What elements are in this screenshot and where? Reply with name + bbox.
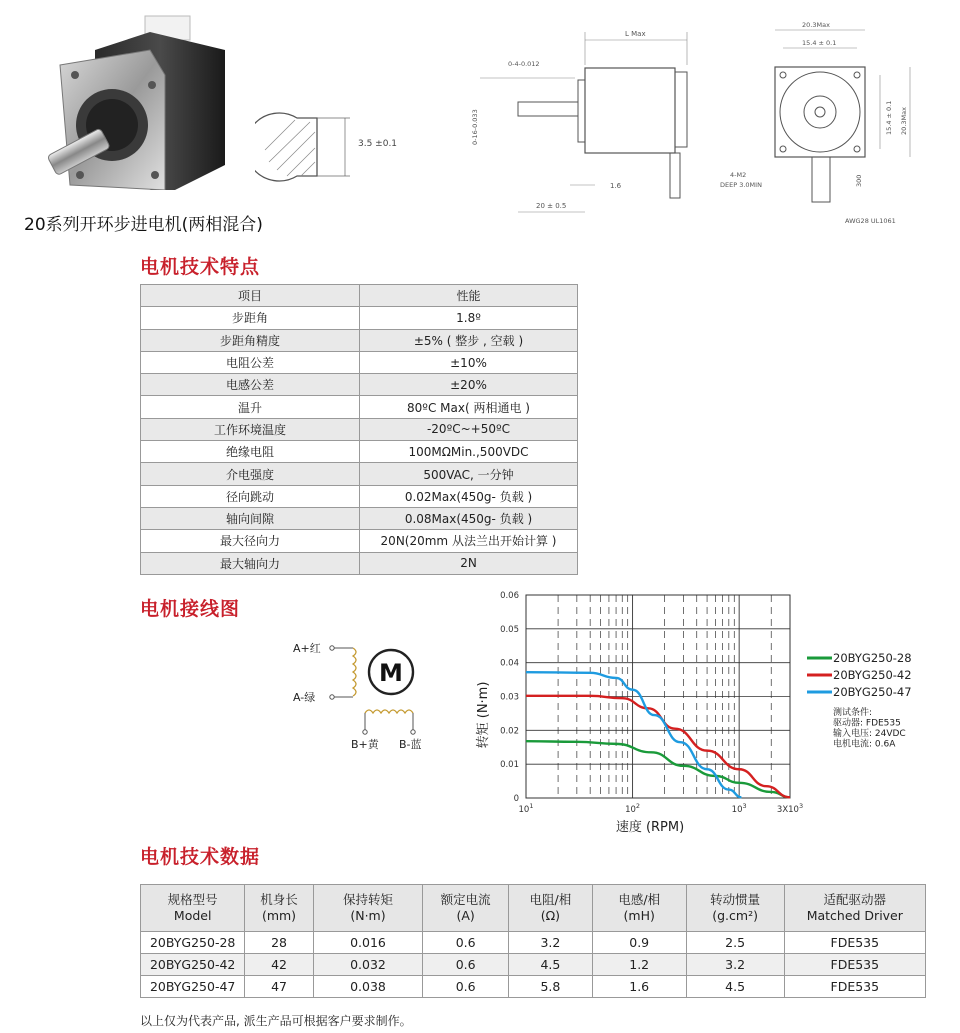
y-tick-label: 0.04 bbox=[500, 658, 519, 669]
l-max-label: L Max bbox=[625, 30, 646, 38]
depth-label: DEEP 3.0MIN bbox=[720, 181, 762, 189]
feature-value: 20N(20mm 从法兰出开始计算 ) bbox=[360, 530, 578, 552]
features-row bbox=[141, 530, 578, 552]
features-row bbox=[141, 418, 578, 440]
feature-value: 1.8º bbox=[360, 307, 578, 329]
feature-value: ±10% bbox=[360, 351, 578, 373]
x-tick-exp: 2 bbox=[635, 802, 641, 810]
table-cell: 20BYG250-42 bbox=[141, 954, 245, 976]
lead-label: 300 bbox=[855, 174, 863, 187]
feature-value: 0.02Max(450g- 负载 ) bbox=[360, 485, 578, 507]
a-plus-label: A+红 bbox=[293, 642, 321, 655]
h-154-label: 15.4 ± 0.1 bbox=[885, 100, 893, 135]
column-header-unit: Matched Driver bbox=[806, 908, 903, 923]
table-cell: 0.032 bbox=[313, 954, 423, 976]
column-header-unit: (A) bbox=[456, 908, 475, 923]
feature-name: 电感公差 bbox=[141, 374, 360, 396]
x-tick-label bbox=[732, 802, 747, 815]
features-row bbox=[141, 463, 578, 485]
len-16-label: 1.6 bbox=[610, 182, 622, 190]
w-203-label: 20.3Max bbox=[802, 21, 830, 29]
product-title: 20系列开环步进电机(两相混合) bbox=[24, 215, 263, 235]
feature-name: 步距角精度 bbox=[141, 329, 360, 351]
x-tick-base: 10 bbox=[518, 805, 530, 815]
column-header-unit: (mm) bbox=[261, 908, 297, 923]
len-20-label: 20 ± 0.5 bbox=[536, 202, 567, 210]
feature-name: 径向跳动 bbox=[141, 485, 360, 507]
test-condition: 测试条件: bbox=[833, 708, 873, 718]
feature-value: 500VAC, 一分钟 bbox=[360, 463, 578, 485]
legend-label: 20BYG250-42 bbox=[833, 668, 912, 682]
tech-data-title: 电机技术数据 bbox=[140, 846, 261, 868]
table-cell: 1.6 bbox=[592, 976, 686, 998]
column-header-cn: 额定电流 bbox=[440, 892, 491, 907]
column-header-cn: 保持转矩 bbox=[342, 892, 393, 907]
column-header-unit: (g.cm²) bbox=[712, 908, 758, 923]
feature-value: 2N bbox=[360, 552, 578, 574]
column-header-cn: 电感/相 bbox=[618, 892, 661, 907]
table-cell: 47 bbox=[245, 976, 313, 998]
wiring-title: 电机接线图 bbox=[140, 598, 241, 620]
thread-label: 4-M2 bbox=[730, 171, 747, 179]
column-header-unit: (N·m) bbox=[350, 908, 386, 923]
column-header bbox=[313, 885, 423, 932]
table-cell: 28 bbox=[245, 932, 313, 954]
front-view-drawing bbox=[720, 15, 920, 230]
features-row bbox=[141, 374, 578, 396]
table-cell: 20BYG250-47 bbox=[141, 976, 245, 998]
x-axis-label: 速度 (RPM) bbox=[615, 820, 685, 835]
torque-speed-chart bbox=[470, 585, 940, 840]
b-plus-label: B+黄 bbox=[351, 738, 379, 751]
table-cell: 2.5 bbox=[686, 932, 784, 954]
table-cell: 42 bbox=[245, 954, 313, 976]
column-header-cn: 适配驱动器 bbox=[823, 892, 887, 907]
tech-data-table bbox=[140, 884, 926, 998]
features-row bbox=[141, 396, 578, 418]
x-tick-label bbox=[777, 802, 803, 815]
table-row bbox=[141, 976, 926, 998]
y-tick-label: 0.01 bbox=[500, 760, 519, 771]
table-cell: 0.016 bbox=[313, 932, 423, 954]
y-tick-label: 0.06 bbox=[500, 591, 519, 601]
legend-label: 20BYG250-28 bbox=[833, 651, 912, 665]
feature-name: 温升 bbox=[141, 396, 360, 418]
features-row bbox=[141, 441, 578, 463]
table-cell: FDE535 bbox=[784, 976, 925, 998]
motor-letter: M bbox=[379, 659, 403, 687]
b-minus-label: B-蓝 bbox=[399, 738, 422, 751]
column-header-cn: 转动惯量 bbox=[710, 892, 761, 907]
h-203-label: 20.3Max bbox=[900, 107, 908, 135]
column-header bbox=[423, 885, 509, 932]
x-tick-exp: 3 bbox=[798, 802, 804, 810]
feature-value: -20ºC~+50ºC bbox=[360, 418, 578, 440]
test-condition: 电机电流: 0.6A bbox=[833, 739, 896, 750]
shaft-section-drawing bbox=[255, 100, 405, 190]
features-header-row bbox=[141, 285, 578, 307]
table-cell: 0.9 bbox=[592, 932, 686, 954]
wiring-diagram bbox=[285, 635, 445, 755]
feature-name: 介电强度 bbox=[141, 463, 360, 485]
x-tick-label bbox=[519, 802, 534, 815]
a-minus-label: A-绿 bbox=[293, 691, 316, 704]
features-row bbox=[141, 307, 578, 329]
column-header-unit: (Ω) bbox=[540, 908, 561, 923]
x-tick-base: 10 bbox=[731, 805, 743, 815]
feature-value: 80ºC Max( 两相通电 ) bbox=[360, 396, 578, 418]
feature-name: 轴向间隙 bbox=[141, 507, 360, 529]
features-row bbox=[141, 507, 578, 529]
table-cell: 20BYG250-28 bbox=[141, 932, 245, 954]
y-tick-label: 0 bbox=[513, 794, 519, 804]
feature-value: ±20% bbox=[360, 374, 578, 396]
feature-name: 最大径向力 bbox=[141, 530, 360, 552]
table-cell: 0.6 bbox=[423, 954, 509, 976]
column-header-unit: (mH) bbox=[623, 908, 655, 923]
feature-name: 步距角 bbox=[141, 307, 360, 329]
w-154-label: 15.4 ± 0.1 bbox=[802, 39, 837, 47]
column-header bbox=[592, 885, 686, 932]
column-header-cn: 规格型号 bbox=[167, 892, 218, 907]
table-cell: 0.6 bbox=[423, 932, 509, 954]
y-axis-label: 转矩 (N·m) bbox=[476, 681, 491, 749]
feature-name: 工作环境温度 bbox=[141, 418, 360, 440]
column-header-cn: 电阻/相 bbox=[529, 892, 572, 907]
awg-label: AWG28 UL1061 bbox=[845, 217, 896, 225]
column-header bbox=[686, 885, 784, 932]
features-row bbox=[141, 485, 578, 507]
table-row bbox=[141, 932, 926, 954]
feature-name: 电阻公差 bbox=[141, 351, 360, 373]
features-table bbox=[140, 284, 578, 575]
table-row bbox=[141, 954, 926, 976]
table-cell: 5.8 bbox=[509, 976, 593, 998]
x-tick-base: 3X10 bbox=[776, 805, 799, 815]
motor-photo bbox=[40, 10, 240, 190]
feature-name: 项目 bbox=[141, 285, 360, 307]
y-tick-label: 0.05 bbox=[500, 624, 519, 635]
table-cell: 4.5 bbox=[509, 954, 593, 976]
features-row bbox=[141, 351, 578, 373]
table-cell: 3.2 bbox=[686, 954, 784, 976]
features-row bbox=[141, 329, 578, 351]
x-tick-base: 10 bbox=[625, 805, 636, 815]
features-row bbox=[141, 552, 578, 574]
column-header-unit: Model bbox=[173, 908, 212, 923]
flange-tol-label: 0-16-0.033 bbox=[471, 109, 479, 145]
column-header-cn: 机身长 bbox=[260, 892, 298, 907]
feature-name: 最大轴向力 bbox=[141, 552, 360, 574]
feature-value: 100MΩMin.,500VDC bbox=[360, 441, 578, 463]
legend-label: 20BYG250-47 bbox=[833, 685, 912, 699]
column-header bbox=[245, 885, 313, 932]
table-cell: 0.6 bbox=[423, 976, 509, 998]
table-cell: FDE535 bbox=[784, 954, 925, 976]
table-cell: 4.5 bbox=[686, 976, 784, 998]
table-cell: 0.038 bbox=[313, 976, 423, 998]
feature-value: ±5% ( 整步 , 空载 ) bbox=[360, 329, 578, 351]
test-condition: 驱动器: FDE535 bbox=[833, 718, 901, 729]
series-line-20BYG250-42 bbox=[526, 696, 790, 798]
shaft-dim-label: 3.5 ±0.1 bbox=[358, 139, 398, 149]
x-tick-label bbox=[625, 802, 640, 815]
shaft-tol-label: 0-4-0.012 bbox=[508, 60, 540, 68]
table-cell: 1.2 bbox=[592, 954, 686, 976]
column-header bbox=[141, 885, 245, 932]
column-header bbox=[509, 885, 593, 932]
side-view-drawing bbox=[470, 20, 710, 220]
x-tick-exp: 1 bbox=[529, 802, 534, 810]
series-line-20BYG250-28 bbox=[526, 741, 790, 797]
table-cell: FDE535 bbox=[784, 932, 925, 954]
feature-value: 性能 bbox=[360, 285, 578, 307]
y-tick-label: 0.02 bbox=[500, 726, 519, 737]
feature-name: 绝缘电阻 bbox=[141, 441, 360, 463]
footer-note: 以上仅为代表产品, 派生产品可根据客户要求制作。 bbox=[140, 1014, 412, 1028]
x-tick-exp: 3 bbox=[742, 802, 747, 810]
test-condition: 输入电压: 24VDC bbox=[833, 729, 906, 739]
table-cell: 3.2 bbox=[509, 932, 593, 954]
y-tick-label: 0.03 bbox=[500, 692, 519, 703]
features-title: 电机技术特点 bbox=[140, 256, 261, 278]
column-header bbox=[784, 885, 925, 932]
feature-value: 0.08Max(450g- 负载 ) bbox=[360, 507, 578, 529]
